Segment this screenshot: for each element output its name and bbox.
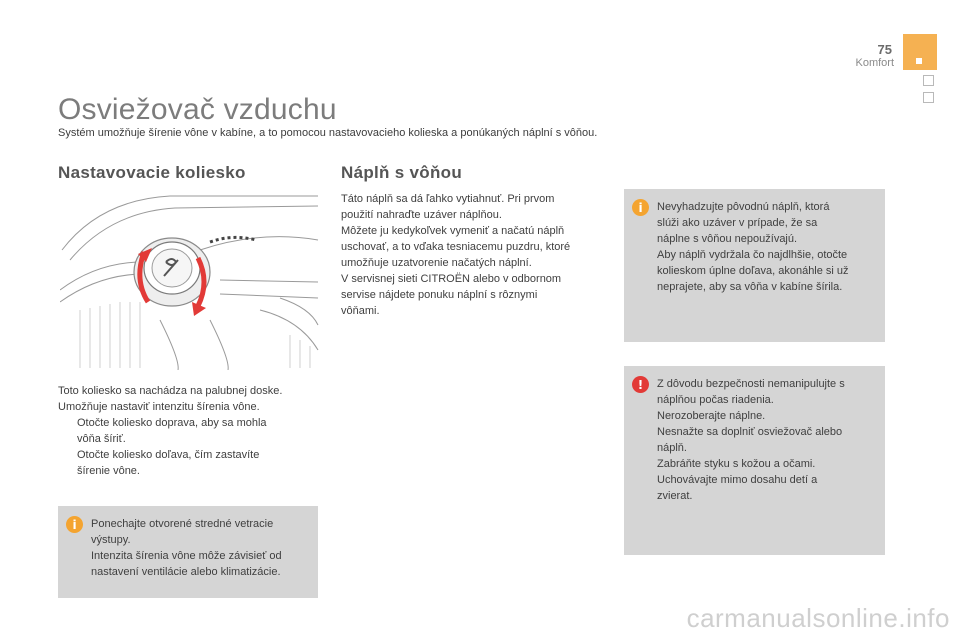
- notice-line: Intenzita šírenia vône môže závisieť od: [91, 550, 282, 562]
- section-tab[interactable]: [923, 92, 934, 103]
- notice-line: Nevyhadzujte pôvodnú náplň, ktorá: [657, 201, 830, 213]
- tab-marker-icon: [916, 58, 922, 64]
- bullet-line: Otočte koliesko doľava, čím zastavíte: [77, 449, 260, 461]
- warning-icon: !: [632, 376, 649, 393]
- section-name: Komfort: [855, 57, 894, 69]
- bullet-item: [58, 447, 328, 479]
- left-paragraph-line: Toto koliesko sa nachádza na palubnej doske.: [58, 385, 283, 397]
- notice-line: neprajete, aby sa vôňa v kabíne šírila.: [657, 281, 843, 293]
- section-tab[interactable]: [923, 75, 934, 86]
- middle-line: Môžete ju kedykoľvek vymeniť a načatú náplň: [341, 225, 565, 237]
- notice-text: [91, 516, 313, 580]
- bullet-icon: [58, 447, 77, 479]
- notice-text: [657, 376, 879, 504]
- middle-line: Táto náplň sa dá ľahko vytiahnuť. Pri prvom: [341, 193, 555, 205]
- page-intro: Systém umožňuje šírenie vône v kabíne, a to pomocou nastavovacieho kolieska a ponúkaných náplní s vôňou.: [58, 127, 598, 139]
- left-body: [58, 383, 328, 479]
- middle-line: umožňuje uzatvorenie načatých náplní.: [341, 257, 532, 269]
- notice-line: zvierat.: [657, 490, 693, 502]
- notice-line: Nerozoberajte náplne.: [657, 410, 766, 422]
- notice-line: Ponechajte otvorené stredné vetracie: [91, 518, 274, 530]
- bullet-line: šírenie vône.: [77, 465, 140, 477]
- bullet-item: [58, 415, 328, 447]
- middle-line: použití nahraďte uzáver náplňou.: [341, 209, 502, 221]
- notice-line: náplňou počas riadenia.: [657, 394, 774, 406]
- notice-line: Nesnažte sa doplniť osviežovač alebo: [657, 426, 843, 438]
- bullet-line: vôňa šíriť.: [77, 433, 126, 445]
- left-paragraph-line: Umožňuje nastaviť intenzitu šírenia vône.: [58, 401, 260, 413]
- page-title: Osviežovač vzduchu: [58, 93, 337, 126]
- info-icon: i: [66, 516, 83, 533]
- dashboard-knob-illustration: [60, 190, 322, 370]
- middle-line: servise nájdete ponuku náplní s rôznymi: [341, 289, 538, 301]
- notice-line: náplne s vôňou nepoužívajú.: [657, 233, 798, 245]
- notice-line: Uchovávajte mimo dosahu detí a: [657, 474, 818, 486]
- middle-body: [341, 191, 606, 319]
- bullet-icon: [58, 415, 77, 447]
- middle-line: V servisnej sieti CITROËN alebo v odbornom: [341, 273, 562, 285]
- notice-line: nastavení ventilácie alebo klimatizácie.: [91, 566, 281, 578]
- notice-text: [657, 199, 879, 295]
- middle-line: uschovať, a to vďaka tesniacemu puzdru, ktoré: [341, 241, 571, 253]
- notice-line: Aby náplň vydržala čo najdlhšie, otočte: [657, 249, 848, 261]
- watermark: carmanualsonline.info: [686, 603, 950, 633]
- safety-warning-notice: [624, 366, 885, 555]
- notice-line: výstupy.: [91, 534, 131, 546]
- bullet-line: Otočte koliesko doprava, aby sa mohla: [77, 417, 267, 429]
- cartridge-info-notice: [624, 189, 885, 342]
- left-heading: Nastavovacie koliesko: [58, 163, 246, 182]
- section-tab-active[interactable]: [903, 34, 937, 70]
- notice-line: slúži ako uzáver v prípade, že sa: [657, 217, 818, 229]
- notice-line: náplň.: [657, 442, 687, 454]
- middle-heading: Náplň s vôňou: [341, 163, 463, 182]
- notice-line: Z dôvodu bezpečnosti nemanipulujte s: [657, 378, 845, 390]
- page-number: 75: [877, 42, 892, 57]
- info-icon: i: [632, 199, 649, 216]
- notice-line: kolieskom úplne doľava, akonáhle si už: [657, 265, 849, 277]
- middle-line: vôňami.: [341, 305, 380, 317]
- notice-line: Zabráňte styku s kožou a očami.: [657, 458, 816, 470]
- ventilation-notice: [58, 506, 318, 598]
